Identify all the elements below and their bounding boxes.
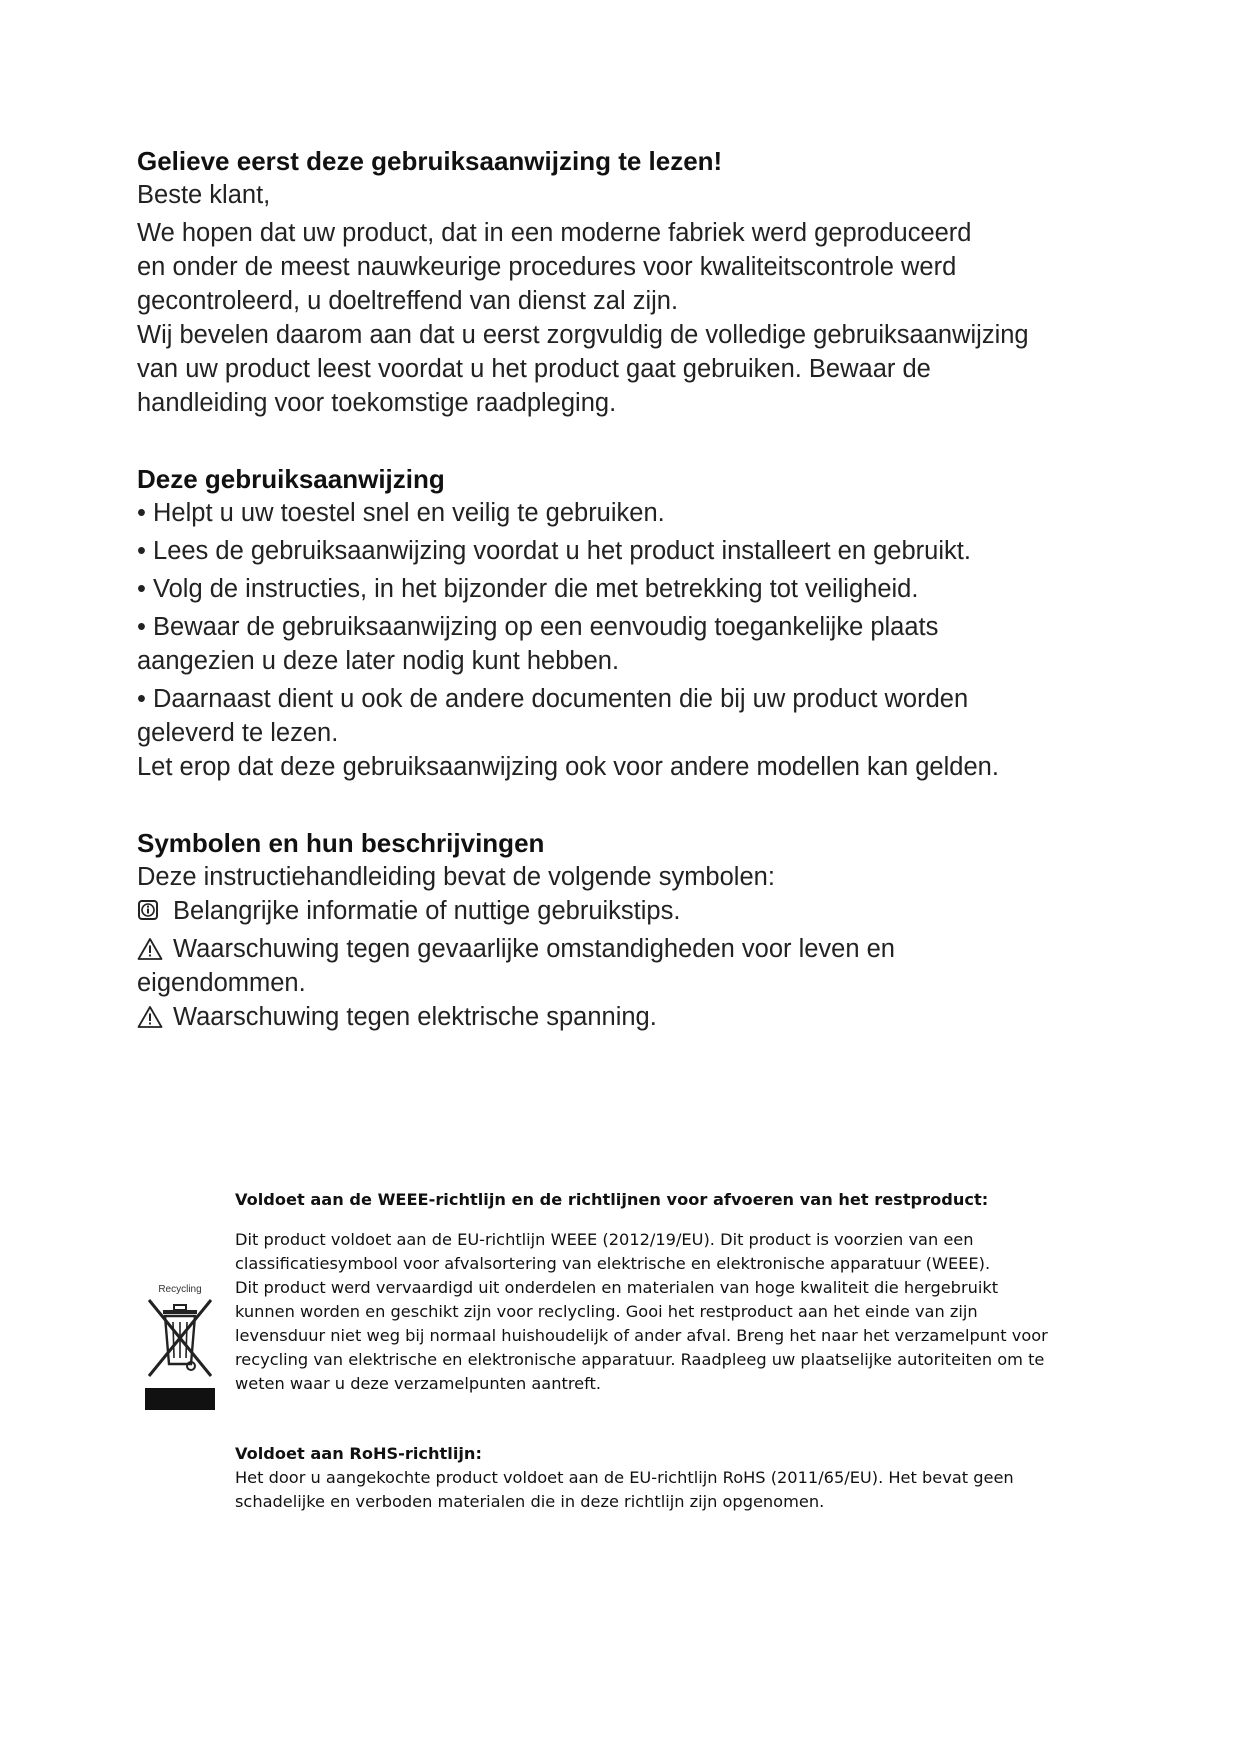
text-line: Wij bevelen daarom aan dat u eerst zorgvuldig de volledige gebruiksaanwijzing [137,321,1029,349]
text-line: geleverd te lezen. [137,719,339,747]
weee-text [235,1228,1075,1396]
crossed-bin-icon [143,1284,217,1414]
warning-description: Waarschuwing tegen gevaarlijke omstandigheden voor leven en [173,935,895,963]
text-line: recycling van elektrische en elektronische apparatuur. Raadpleeg uw plaatselijke autoriteiten om te [235,1350,1045,1369]
rohs-title: Voldoet aan RoHS-richtlijn: [235,1444,482,1463]
manual-title: Deze gebruiksaanwijzing [137,464,445,494]
intro-title: Gelieve eerst deze gebruiksaanwijzing te lezen! [137,146,723,176]
legal-section [235,1188,1075,1514]
symbol-info-row [137,894,1097,928]
info-icon [137,899,173,926]
text-line: eigendommen. [137,969,306,997]
text-line: • Daarnaast dient u ook de andere documenten die bij uw product worden [137,685,969,713]
text-line: Dit product voldoet aan de EU-richtlijn WEEE (2012/19/EU). Dit product is voorzien van een [235,1230,974,1249]
text-line: van uw product leest voordat u het product gaat gebruiken. Bewaar de [137,355,931,383]
text-line: Het door u aangekochte product voldoet aan de EU-richtlijn RoHS (2011/65/EU). Het bevat geen [235,1468,1014,1487]
recycling-label: Recycling [158,1284,202,1295]
text-line: schadelijke en verboden materialen die in deze richtlijn zijn opgenomen. [235,1492,825,1511]
intro-paragraph-2 [137,318,1097,420]
weee-title: Voldoet aan de WEEE-richtlijn en de richtlijnen voor afvoeren van het restproduct: [235,1190,989,1209]
symbol-warning-row [137,932,1097,1000]
text-line: en onder de meest nauwkeurige procedures voor kwaliteitscontrole werd [137,253,957,281]
list-item [137,610,1097,678]
list-item: • Lees de gebruiksaanwijzing voordat u het product installeert en gebruikt. [137,537,971,565]
text-line: levensduur niet weg bij normaal huishoudelijk of ander afval. Breng het naar het verzamelpunt voor [235,1326,1048,1345]
symbols-intro: Deze instructiehandleiding bevat de volgende symbolen: [137,863,775,891]
warning-triangle-icon [137,937,173,966]
text-line: kunnen worden en geschikt zijn voor reclycling. Gooi het restproduct aan het einde van zijn [235,1302,978,1321]
text-line: gecontroleerd, u doeltreffend van dienst zal zijn. [137,287,679,315]
list-item [137,682,1097,750]
text-line: handleiding voor toekomstige raadpleging. [137,389,617,417]
text-line: We hopen dat uw product, dat in een moderne fabriek werd geproduceerd [137,219,972,247]
symbol-electrical-row [137,1000,1097,1034]
main-content [137,144,1097,1034]
text-line: aangezien u deze later nodig kunt hebben. [137,647,620,675]
text-line: • Bewaar de gebruiksaanwijzing op een eenvoudig toegankelijke plaats [137,613,939,641]
list-item: • Helpt u uw toestel snel en veilig te gebruiken. [137,499,665,527]
text-line: Dit product werd vervaardigd uit onderdelen en materialen van hoge kwaliteit die hergebruikt [235,1278,999,1297]
intro-paragraph-1 [137,216,1097,318]
symbols-title: Symbolen en hun beschrijvingen [137,828,545,858]
manual-note: Let erop dat deze gebruiksaanwijzing ook voor andere modellen kan gelden. [137,753,999,781]
warning-triangle-icon [137,1005,173,1034]
list-item: • Volg de instructies, in het bijzonder die met betrekking tot veiligheid. [137,575,919,603]
separate-collection-bar [145,1388,215,1410]
text-line: classificatiesymbool voor afvalsortering van elektrische en elektronische apparatuur (WEEE). [235,1254,991,1273]
manual-bullet-list [137,496,1097,750]
info-description: Belangrijke informatie of nuttige gebruikstips. [173,897,681,925]
text-line: weten waar u deze verzamelpunten aantreft. [235,1374,601,1393]
electrical-warning-description: Waarschuwing tegen elektrische spanning. [173,1003,657,1031]
greeting: Beste klant, [137,181,271,209]
